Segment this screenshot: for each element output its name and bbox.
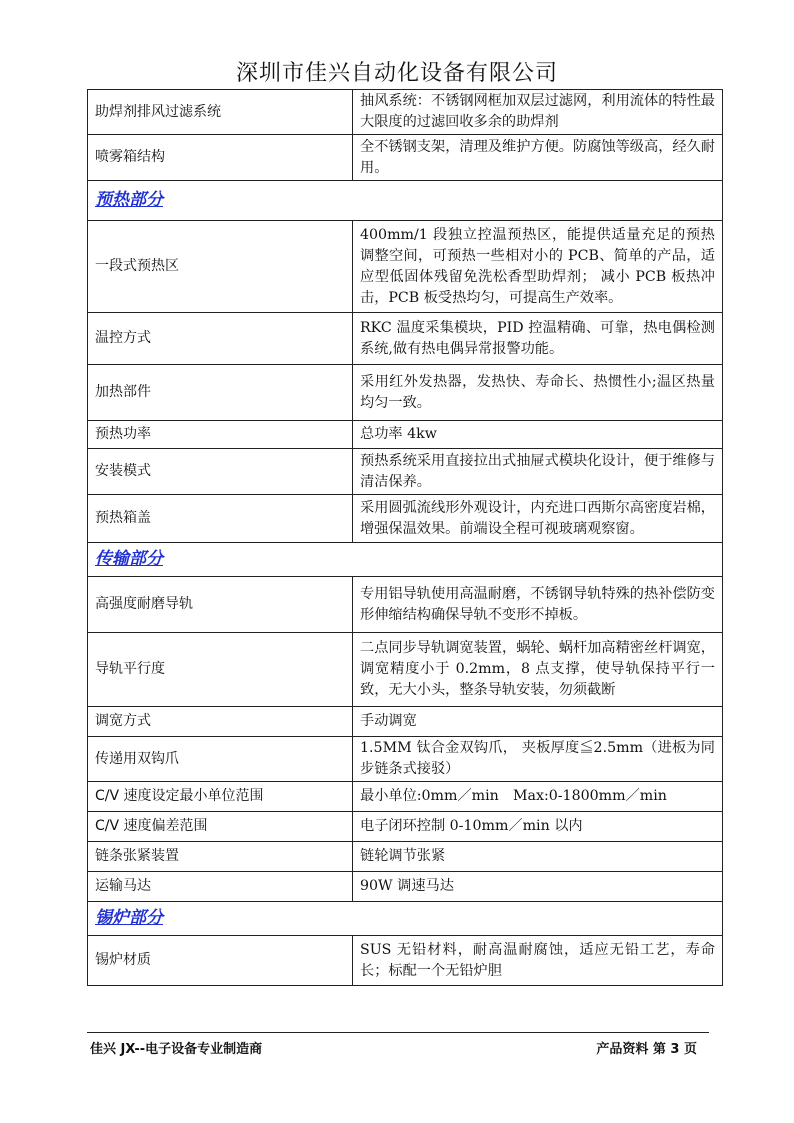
row-label: 预热功率 — [88, 421, 353, 449]
row-label: 安装模式 — [88, 449, 353, 495]
section-title: 传输部分 — [95, 548, 163, 569]
table-row — [88, 365, 723, 421]
row-label: 预热箱盖 — [88, 495, 353, 543]
row-value: 电子闭环控制 0-10mm／min 以内 — [353, 812, 723, 842]
row-value: RKC 温度采集模块，PID 控温精确、可靠，热电偶检测系统,做有热电偶异常报警功能。 — [353, 313, 723, 365]
table-row — [88, 707, 723, 737]
spec-table-body — [88, 90, 723, 986]
table-row — [88, 135, 723, 181]
table-row — [88, 90, 723, 135]
row-value: 预热系统采用直接拉出式抽屉式模块化设计，便于维修与清洁保养。 — [353, 449, 723, 495]
row-label: 调宽方式 — [88, 707, 353, 737]
table-row — [88, 782, 723, 812]
section-row — [88, 902, 723, 936]
section-cell — [88, 902, 723, 936]
row-value: 90W 调速马达 — [353, 872, 723, 902]
row-label: 助焊剂排风过滤系统 — [88, 90, 353, 135]
section-row — [88, 181, 723, 221]
table-row — [88, 737, 723, 782]
row-label: 温控方式 — [88, 313, 353, 365]
footer-divider — [87, 1032, 709, 1033]
footer-left-text: 佳兴 JX--电子设备专业制造商 — [90, 1042, 263, 1057]
table-row — [88, 495, 723, 543]
row-label: 加热部件 — [88, 365, 353, 421]
row-value: 二点同步导轨调宽装置，蜗轮、蜗杆加高精密丝杆调宽，调宽精度小于 0.2mm，8 点支撑，使导轨保持平行一致，无大小头，整条导轨安装，勿须截断 — [353, 633, 723, 707]
row-label: 导轨平行度 — [88, 633, 353, 707]
row-label: 喷雾箱结构 — [88, 135, 353, 181]
section-title: 预热部分 — [95, 189, 163, 210]
section-cell — [88, 181, 723, 221]
table-row — [88, 421, 723, 449]
row-label: 高强度耐磨导轨 — [88, 577, 353, 633]
footer-page-info: 产品资料 第 3 页 — [596, 1042, 697, 1057]
row-value: 总功率 4kw — [353, 421, 723, 449]
row-value: 手动调宽 — [353, 707, 723, 737]
row-value: 链轮调节张紧 — [353, 842, 723, 872]
row-label: 一段式预热区 — [88, 221, 353, 313]
row-label: 链条张紧装置 — [88, 842, 353, 872]
row-value: 全不锈钢支架，清理及维护方便。防腐蚀等级高，经久耐用。 — [353, 135, 723, 181]
row-value: 专用铝导轨使用高温耐磨，不锈钢导轨特殊的热补偿防变形伸缩结构确保导轨不变形不掉板。 — [353, 577, 723, 633]
table-row — [88, 221, 723, 313]
section-cell — [88, 543, 723, 577]
row-value: 采用红外发热器，发热快、寿命长、热惯性小;温区热量均匀一致。 — [353, 365, 723, 421]
row-value: SUS 无铅材料，耐高温耐腐蚀，适应无铅工艺，寿命长；标配一个无铅炉胆 — [353, 936, 723, 986]
row-value: 1.5MM 钛合金双钩爪， 夹板厚度≦2.5mm（进板为同步链条式接驳） — [353, 737, 723, 782]
table-row — [88, 842, 723, 872]
spec-table — [87, 89, 723, 986]
row-label: C/V 速度偏差范围 — [88, 812, 353, 842]
row-label: 运输马达 — [88, 872, 353, 902]
table-row — [88, 936, 723, 986]
table-row — [88, 313, 723, 365]
table-row — [88, 577, 723, 633]
table-row — [88, 449, 723, 495]
row-value: 抽风系统：不锈钢网框加双层过滤网，利用流体的特性最大限度的过滤回收多余的助焊剂 — [353, 90, 723, 135]
table-row — [88, 812, 723, 842]
table-row — [88, 633, 723, 707]
row-label: 锡炉材质 — [88, 936, 353, 986]
table-row — [88, 872, 723, 902]
section-title: 锡炉部分 — [95, 907, 163, 928]
row-label: C/V 速度设定最小单位范围 — [88, 782, 353, 812]
page-header-company: 深圳市佳兴自动化设备有限公司 — [235, 61, 558, 86]
row-value: 400mm/1 段独立控温预热区，能提供适量充足的预热调整空间，可预热一些相对小的 PCB、简单的产品，适应型低固体残留免洗松香型助焊剂； 减小 PCB 板热冲击，PCB 板受热均匀，可提高生产效率。 — [353, 221, 723, 313]
section-row — [88, 543, 723, 577]
row-value: 采用圆弧流线形外观设计，内充进口西斯尔高密度岩棉，增强保温效果。前端设全程可视玻璃观察窗。 — [353, 495, 723, 543]
row-value: 最小单位:0mm／min Max:0-1800mm／min — [353, 782, 723, 812]
row-label: 传递用双钩爪 — [88, 737, 353, 782]
